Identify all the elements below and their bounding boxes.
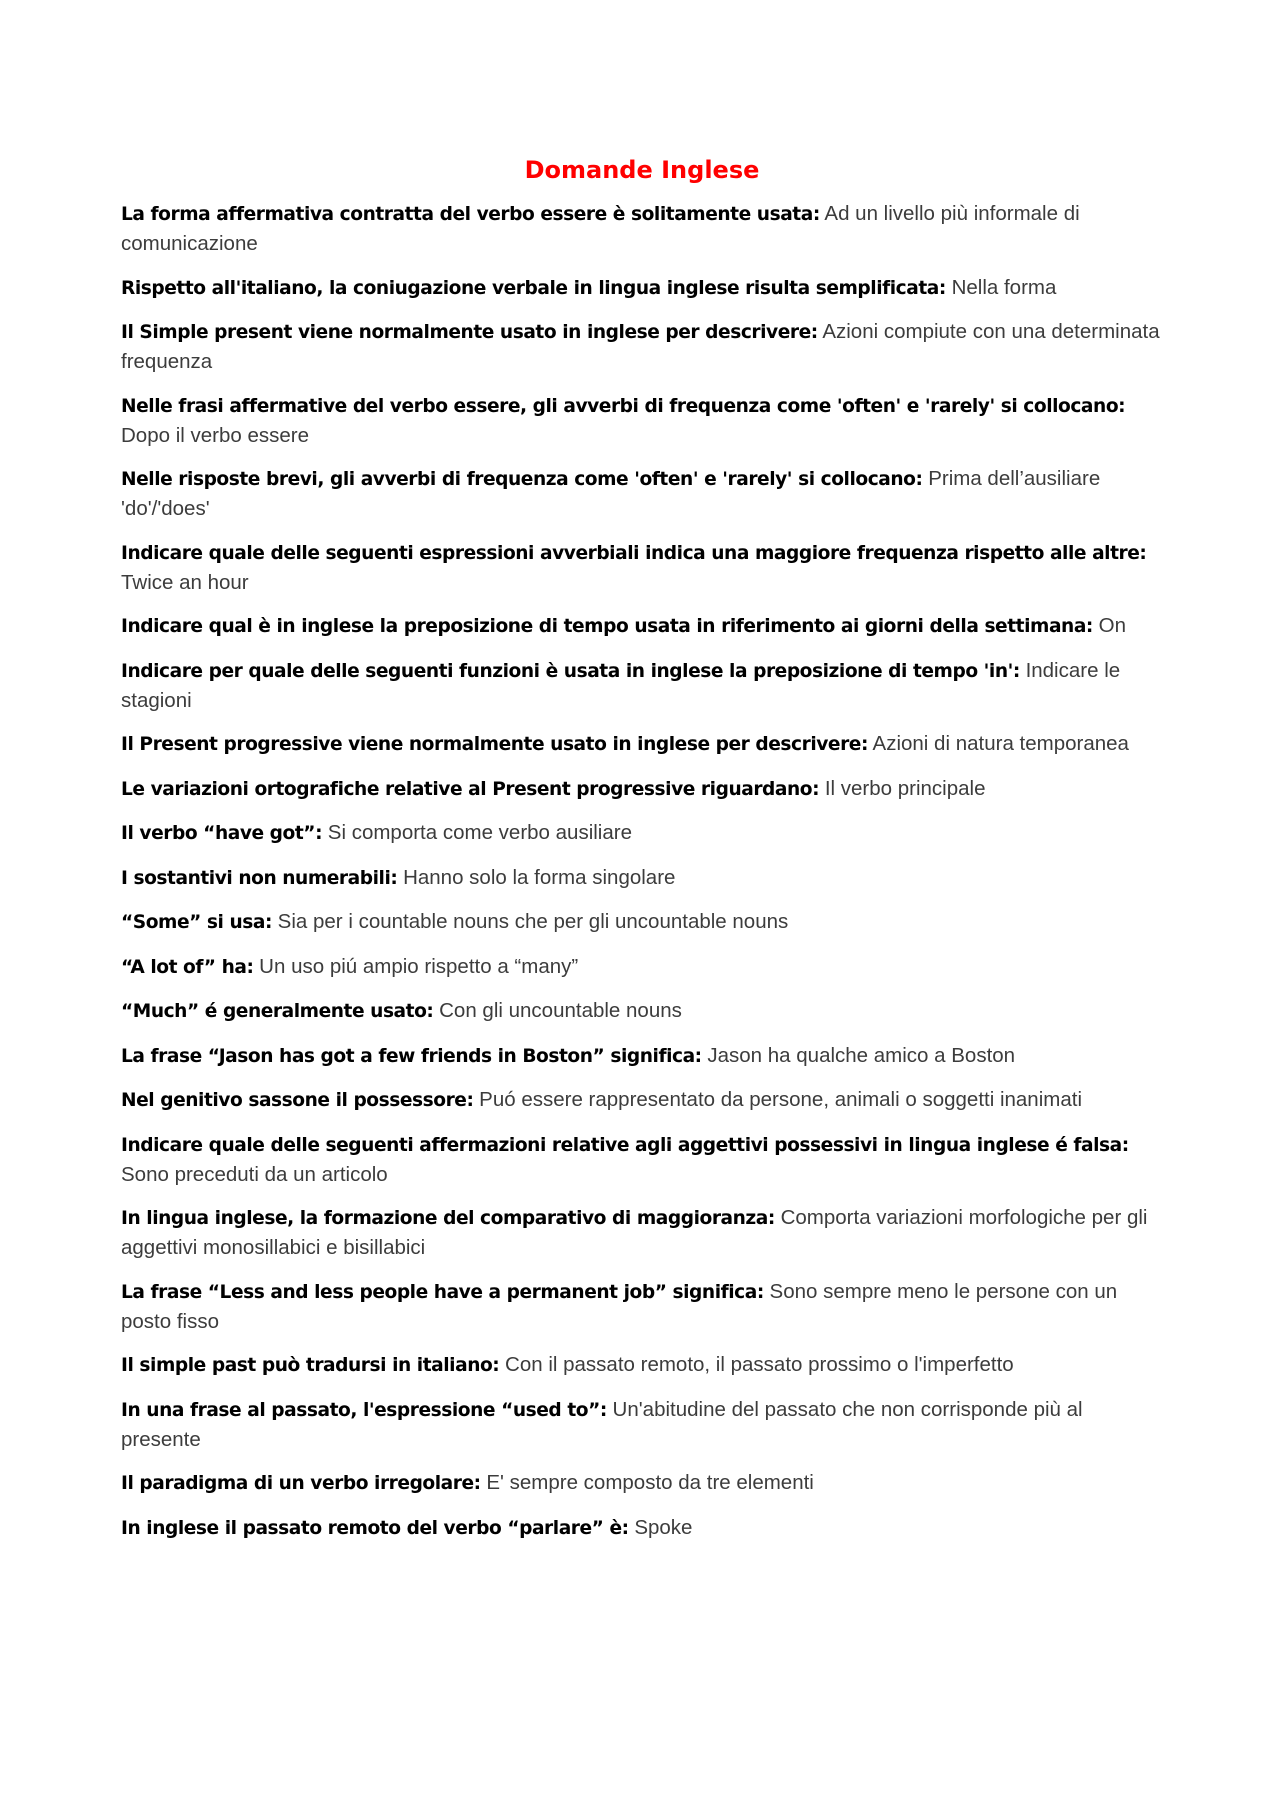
answer-text: Prima dell’ausiliare 'do'/'does' [121, 467, 1101, 520]
answer-text: Indicare le stagioni [121, 658, 1121, 712]
question-text: Indicare qual è in inglese la preposizione di tempo usata in riferimento ai giorni della settimana: [121, 616, 1093, 637]
question-text: Rispetto all'italiano, la coniugazione verbale in lingua inglese risulta semplificata: [121, 277, 946, 299]
answer-text: Con gli uncountable nouns [439, 999, 682, 1022]
answer-text: Sono sempre meno le persone con un posto fisso [121, 1279, 1118, 1333]
qa-item [121, 538, 1160, 597]
answer-text: Dopo il verbo essere [121, 423, 310, 447]
answer-text: Spoke [634, 1515, 693, 1539]
question-text: Indicare quale delle seguenti espressioni avverbiali indica una maggiore frequenza rispetto alle altre: [121, 542, 1147, 564]
qa-item [121, 1203, 1160, 1262]
answer-text: E' sempre composto da tre elementi [486, 1471, 814, 1494]
question-text: In inglese il passato remoto del verbo “parlare” è: [121, 1517, 629, 1539]
question-text: Nelle frasi affermative del verbo essere, gli avverbi di frequenza come 'often' e 'rarely' si collocano: [121, 395, 1126, 417]
qa-item [121, 1130, 1160, 1189]
question-text: Il simple past può tradursi in italiano: [121, 1355, 500, 1376]
answer-text: Comporta variazioni morfologiche per gli aggettivi monosillabici e bisillabici [121, 1206, 1148, 1259]
answer-text: Azioni compiute con una determinata frequenza [121, 320, 1160, 373]
question-text: Nel genitivo sassone il possessore: [121, 1090, 474, 1111]
question-text: In lingua inglese, la formazione del comparativo di maggioranza: [121, 1208, 775, 1229]
answer-text: Un uso piú ampio rispetto a “many” [259, 954, 579, 978]
answer-text: Con il passato remoto, il passato prossimo o l'imperfetto [505, 1353, 1014, 1376]
qa-item [121, 391, 1160, 450]
qa-item [121, 729, 1160, 759]
qa-list [121, 199, 1160, 1543]
answer-text: Il verbo principale [824, 776, 986, 800]
answer-text: Puó essere rappresentato da persone, animali o soggetti inanimati [479, 1088, 1082, 1111]
question-text: Il paradigma di un verbo irregolare: [121, 1473, 481, 1494]
question-text: Indicare per quale delle seguenti funzioni è usata in inglese la preposizione di tempo 'in': [121, 660, 1020, 682]
answer-text: Azioni di natura temporanea [872, 732, 1129, 755]
qa-item [121, 656, 1160, 715]
qa-item [121, 907, 1160, 937]
document-title: Domande Inglese [524, 156, 760, 184]
qa-item [121, 273, 1160, 303]
qa-item [121, 1513, 1160, 1543]
answer-text: Twice an hour [121, 570, 249, 594]
qa-item [121, 199, 1160, 258]
qa-item [121, 464, 1160, 523]
question-text: In una frase al passato, l'espressione “used to”: [121, 1399, 607, 1421]
qa-item [121, 996, 1160, 1026]
qa-item [121, 317, 1160, 376]
answer-text: Ad un livello più informale di comunicazione [121, 202, 1080, 255]
question-text: Il Present progressive viene normalmente usato in inglese per descrivere: [121, 734, 868, 755]
question-text: Nelle risposte brevi, gli avverbi di frequenza come 'often' e 'rarely' si collocano: [121, 469, 923, 490]
answer-text: Un'abitudine del passato che non corrisponde più al presente [121, 1397, 1083, 1451]
answer-text: On [1098, 614, 1126, 637]
qa-item [121, 863, 1160, 893]
question-text: Il Simple present viene normalmente usato in inglese per descrivere: [121, 322, 818, 343]
qa-item [121, 1395, 1160, 1454]
question-text: Le variazioni ortografiche relative al Present progressive riguardano: [121, 778, 820, 800]
answer-text: Sia per i countable nouns che per gli uncountable nouns [277, 910, 789, 933]
answer-text: Hanno solo la forma singolare [403, 865, 676, 889]
qa-item [121, 818, 1160, 848]
answer-text: Sono preceduti da un articolo [121, 1162, 388, 1186]
qa-item [121, 952, 1160, 982]
question-text: I sostantivi non numerabili: [121, 867, 398, 889]
question-text: La forma affermativa contratta del verbo essere è solitamente usata: [121, 204, 820, 225]
qa-item [121, 1350, 1160, 1380]
question-text: “Some” si usa: [121, 912, 272, 933]
answer-text: Si comporta come verbo ausiliare [327, 821, 632, 844]
answer-text: Nella forma [951, 275, 1057, 299]
question-text: La frase “Jason has got a few friends in Boston” significa: [121, 1045, 702, 1067]
question-text: “A lot of” ha: [121, 956, 254, 978]
qa-item [121, 774, 1160, 804]
question-text: Il verbo “have got”: [121, 823, 323, 844]
answer-text: Jason ha qualche amico a Boston [707, 1043, 1016, 1067]
question-text: “Much” é generalmente usato: [121, 1001, 434, 1022]
question-text: La frase “Less and less people have a permanent job” significa: [121, 1281, 764, 1303]
qa-item [121, 1041, 1160, 1071]
qa-item [121, 611, 1160, 641]
qa-item [121, 1277, 1160, 1336]
qa-item [121, 1468, 1160, 1498]
question-text: Indicare quale delle seguenti affermazioni relative agli aggettivi possessivi in lingua inglese é falsa: [121, 1134, 1129, 1156]
qa-item [121, 1085, 1160, 1115]
